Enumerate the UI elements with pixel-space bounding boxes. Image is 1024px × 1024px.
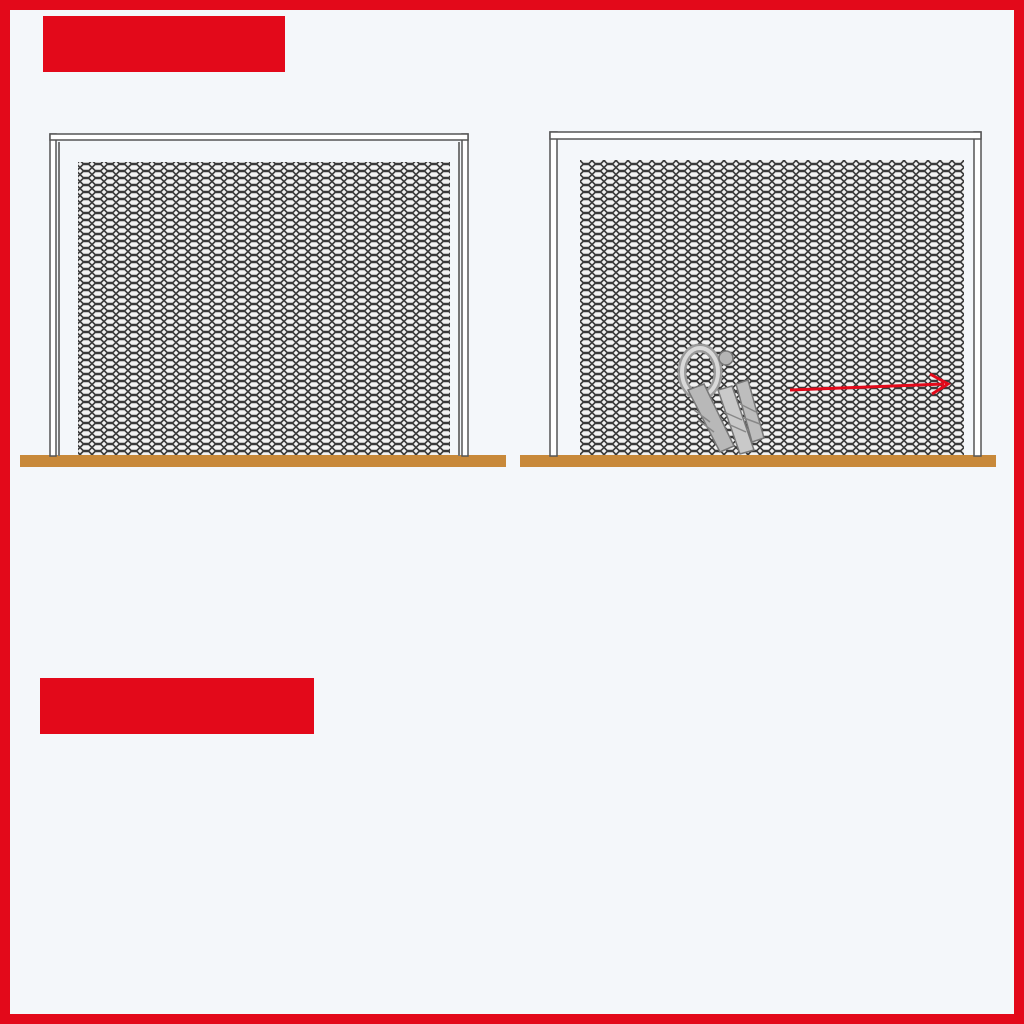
steel-mesh-net (78, 162, 450, 455)
hook-installation-diagram (520, 122, 996, 472)
winding-installation-diagram (20, 122, 506, 472)
steel-mesh-net (580, 160, 964, 455)
maintenance-attention-banner (40, 678, 314, 734)
ground-strip (520, 455, 996, 467)
installation-instructions-banner (43, 16, 285, 72)
ground-strip (20, 455, 506, 467)
installation-guide-page (10, 10, 1014, 1014)
